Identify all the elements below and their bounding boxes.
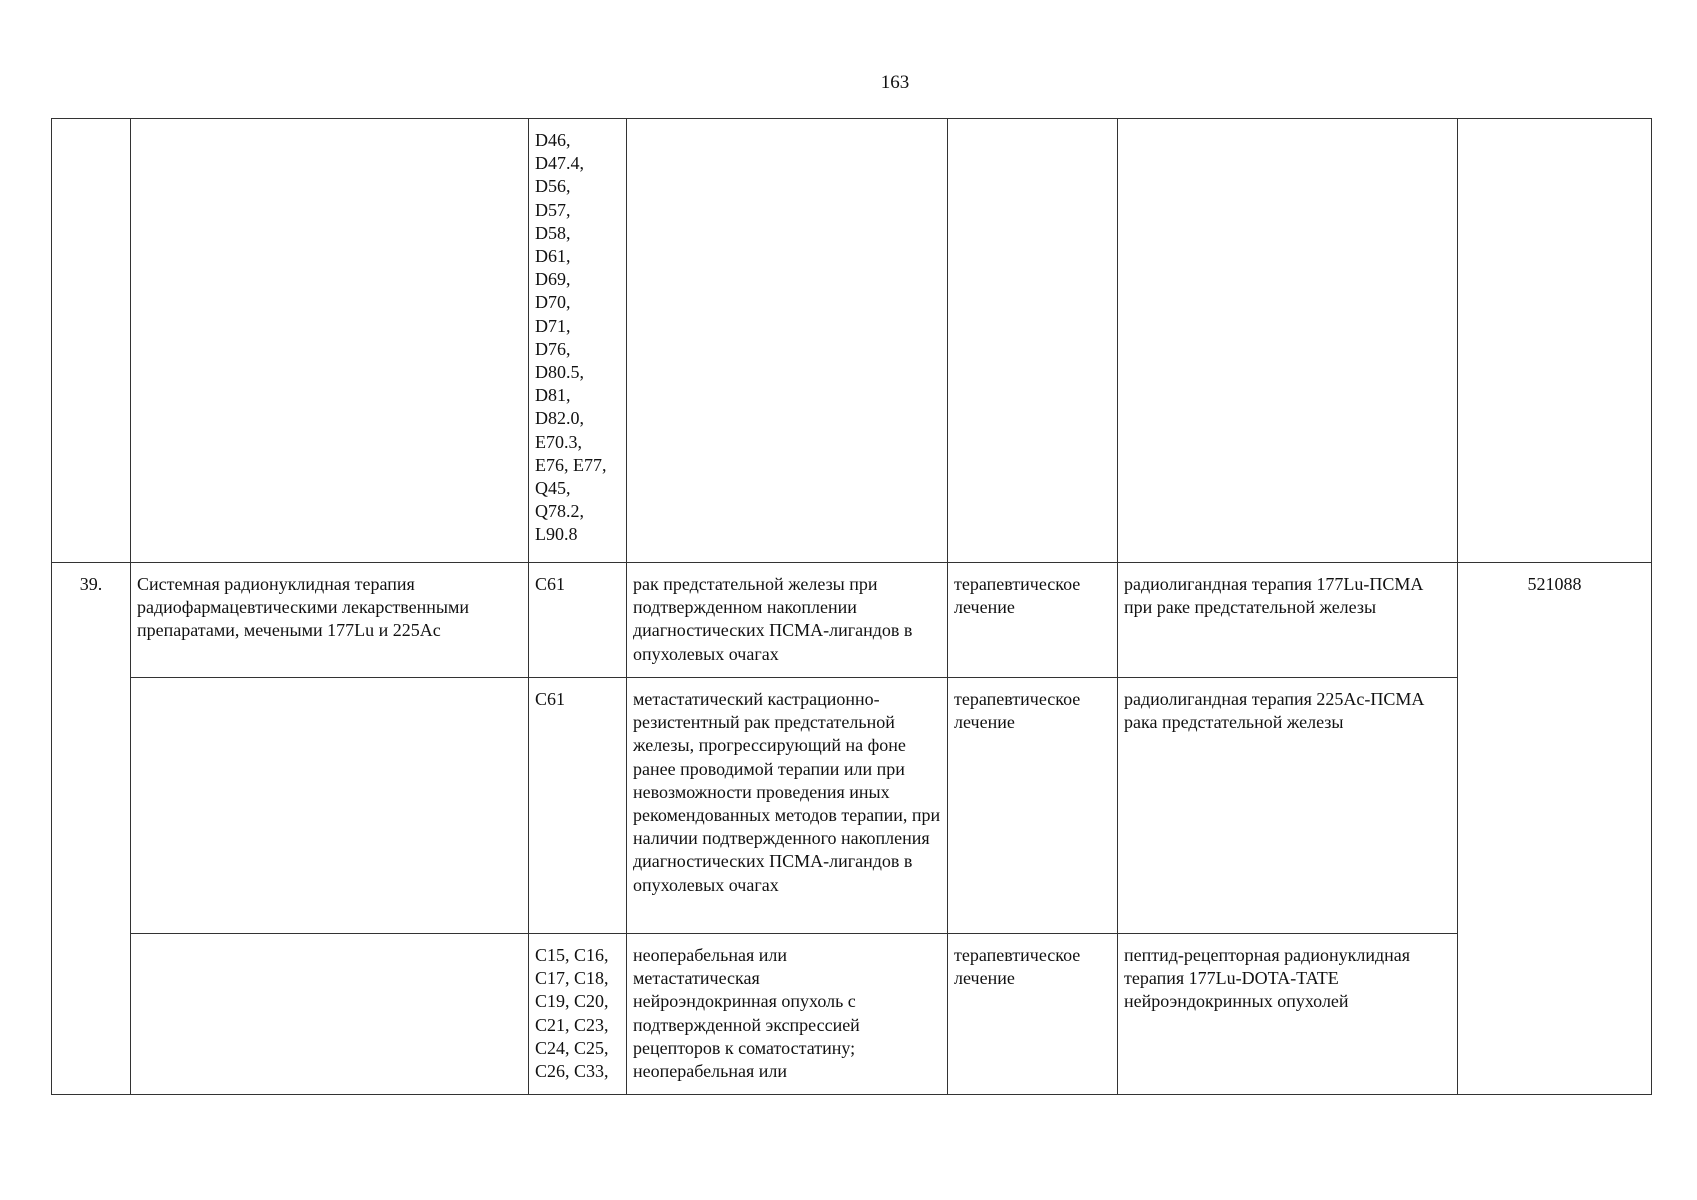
method-cell: радиолигандная терапия 225Ac-ПСМА рака предстательной железы — [1118, 678, 1458, 934]
price-cell: 521088 — [1458, 563, 1652, 1095]
code-line: C26, C33, — [535, 1061, 609, 1082]
treatment-type-cell: терапевтическое лечение — [948, 563, 1118, 678]
model-line: подтвержденной экспрессией — [633, 1014, 860, 1035]
treatment-type-cell: терапевтическое лечение — [948, 678, 1118, 934]
treatment-type-cell: терапевтическое лечение — [948, 934, 1118, 1095]
name-cell — [131, 119, 529, 563]
method-cell — [1118, 119, 1458, 563]
model-line: неоперабельная или — [633, 1061, 787, 1082]
name-cell — [131, 934, 529, 1095]
method-cell: пептид-рецепторная радионуклидная терапия 177Lu-DOTA-TATE нейроэндокринных опухолей — [1118, 934, 1458, 1095]
code-line: C19, C20, — [535, 991, 609, 1012]
table-row — [52, 563, 1652, 678]
model-cell — [627, 119, 948, 563]
model-line: рецепторов к соматостатину; — [633, 1037, 856, 1058]
model-line: нейроэндокринная опухоль с — [633, 991, 856, 1012]
item-name: Системная радионуклидная терапия радиофармацевтическими лекарственными препаратами, мечеными 177Lu и 225Ac — [131, 563, 529, 678]
name-cell — [131, 678, 529, 934]
code-line: C15, C16, — [535, 945, 609, 965]
code-line: C24, C25, — [535, 1037, 609, 1058]
codes-cell: C61 — [529, 678, 627, 934]
code-line: C21, C23, — [535, 1014, 609, 1035]
method-cell: радиолигандная терапия 177Lu-ПСМА при раке предстательной железы — [1118, 563, 1458, 678]
model-line: неоперабельная или — [633, 945, 787, 965]
codes-cell — [529, 119, 627, 563]
table-row — [52, 934, 1652, 1095]
model-cell: метастатический кастрационно-резистентный рак предстательной железы, прогрессирующий на фоне ранее проводимой терапии или при невозможности проведения иных рекомендованных методов терапии, при наличии подтвержденного накопления диагностических ПСМА-лигандов в опухолевых очагах — [627, 678, 948, 934]
item-number: 39. — [52, 563, 131, 1095]
model-cell — [627, 934, 948, 1095]
price-cell — [1458, 119, 1652, 563]
codes-list: D46, D47.4, D56, D57, D58, D61, D69, D70, D71, D76, D80.5, D81, D82.0, E70.3, E76, E77, Q45, Q78.2, L90.8 — [535, 130, 607, 545]
codes-cell: C61 — [529, 563, 627, 678]
model-line: метастатическая — [633, 968, 760, 989]
page-number: 163 — [880, 72, 910, 93]
model-cell: рак предстательной железы при подтвержденном накоплении диагностических ПСМА-лигандов в опухолевых очагах — [627, 563, 948, 678]
code-line: C17, C18, — [535, 968, 609, 989]
codes-cell — [529, 934, 627, 1095]
table-row — [52, 119, 1652, 563]
medical-care-table — [51, 118, 1652, 1095]
number-cell — [52, 119, 131, 563]
treatment-type-cell — [948, 119, 1118, 563]
table-row — [52, 678, 1652, 934]
